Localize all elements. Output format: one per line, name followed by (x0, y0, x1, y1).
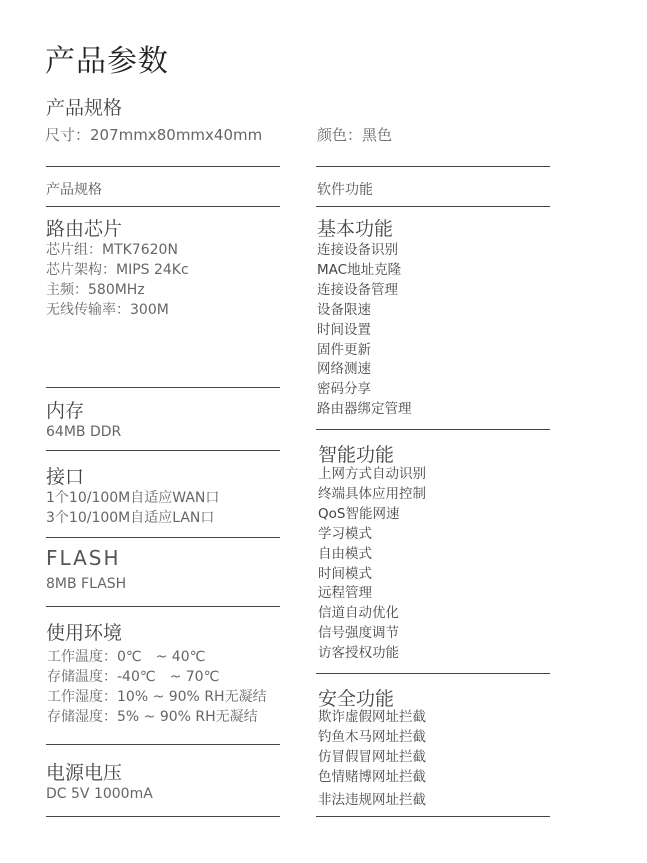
flash-title: FLASH (46, 546, 121, 570)
spec-line: 存储湿度：5% ~ 90% RH无凝结 (47, 709, 258, 725)
divider (46, 387, 280, 388)
list-item: 远程管理 (318, 585, 372, 602)
smart-functions-list (318, 465, 426, 664)
router-chip-title: 路由芯片 (46, 218, 123, 240)
right-column-label: 软件功能 (317, 182, 373, 198)
list-item: 设备限速 (317, 301, 371, 318)
power-title: 电源电压 (46, 762, 123, 784)
list-item: 路由器绑定管理 (317, 401, 412, 418)
list-item: 时间模式 (318, 565, 372, 582)
size-text: 尺寸：207mmx80mmx40mm (45, 126, 263, 144)
list-item: 信号强度调节 (318, 625, 399, 642)
memory-line: 64MB DDR (46, 424, 122, 440)
divider (316, 206, 550, 207)
spec-line: 主频：580MHz (46, 282, 145, 298)
security-functions-title: 安全功能 (318, 688, 395, 710)
divider (46, 206, 280, 207)
spec-line: 工作温度：0℃ ~ 40℃ (47, 649, 206, 665)
list-item: 固件更新 (317, 341, 371, 358)
divider (46, 606, 280, 607)
basic-functions-title: 基本功能 (317, 218, 394, 240)
spec-line: 3个10/100M自适应LAN口 (46, 510, 215, 526)
spec-line: 芯片架构：MIPS 24Kc (46, 262, 189, 278)
divider (46, 166, 280, 167)
divider (46, 537, 280, 538)
divider (316, 816, 550, 817)
spec-line: 芯片组：MTK7620N (46, 242, 178, 258)
spec-line: 无线传输率：300M (46, 302, 169, 318)
environment-title: 使用环境 (46, 622, 123, 644)
list-item: 仿冒假冒网址拦截 (318, 748, 426, 765)
list-item: 连接设备识别 (317, 242, 398, 258)
interface-title: 接口 (46, 466, 85, 488)
list-item: 信道自动优化 (318, 605, 399, 622)
divider (46, 744, 280, 745)
list-item: 密码分享 (317, 381, 371, 398)
divider (46, 816, 280, 817)
router-chip-list (46, 240, 189, 320)
environment-list (47, 647, 267, 727)
spec-line: 1个10/100M自适应WAN口 (46, 490, 220, 506)
list-item: 欺诈虚假网址拦截 (318, 709, 426, 725)
list-item: 上网方式自动识别 (318, 466, 426, 482)
spec-heading: 产品规格 (46, 97, 123, 119)
list-item: 时间设置 (317, 321, 371, 338)
list-item: MAC地址克隆 (317, 261, 402, 278)
list-item: 网络测速 (317, 361, 371, 378)
list-item: QoS智能网速 (318, 505, 400, 522)
list-item: 访客授权功能 (318, 645, 399, 662)
divider (46, 450, 280, 451)
interface-list (46, 488, 219, 528)
memory-title: 内存 (46, 400, 85, 422)
security-functions-list (318, 708, 426, 811)
list-item: 非法违规网址拦截 (318, 791, 426, 808)
divider (316, 166, 550, 167)
list-item: 学习模式 (318, 525, 372, 542)
color-text: 颜色：黑色 (317, 126, 393, 144)
spec-line: 工作湿度：10% ~ 90% RH无凝结 (47, 689, 267, 705)
left-column-label: 产品规格 (46, 182, 102, 198)
divider (316, 673, 550, 674)
spec-line: 存储温度：-40℃ ~ 70℃ (47, 669, 220, 685)
list-item: 终端具体应用控制 (318, 485, 426, 502)
list-item: 自由模式 (318, 545, 372, 562)
smart-functions-title: 智能功能 (318, 444, 395, 466)
basic-functions-list (317, 241, 412, 420)
list-item: 连接设备管理 (317, 281, 398, 298)
flash-line: 8MB FLASH (46, 576, 127, 592)
divider (316, 429, 550, 430)
power-line: DC 5V 1000mA (46, 786, 153, 802)
list-item: 色情赌博网址拦截 (318, 768, 426, 785)
list-item: 钓鱼木马网址拦截 (318, 728, 426, 745)
page-title: 产品参数 (45, 44, 169, 79)
